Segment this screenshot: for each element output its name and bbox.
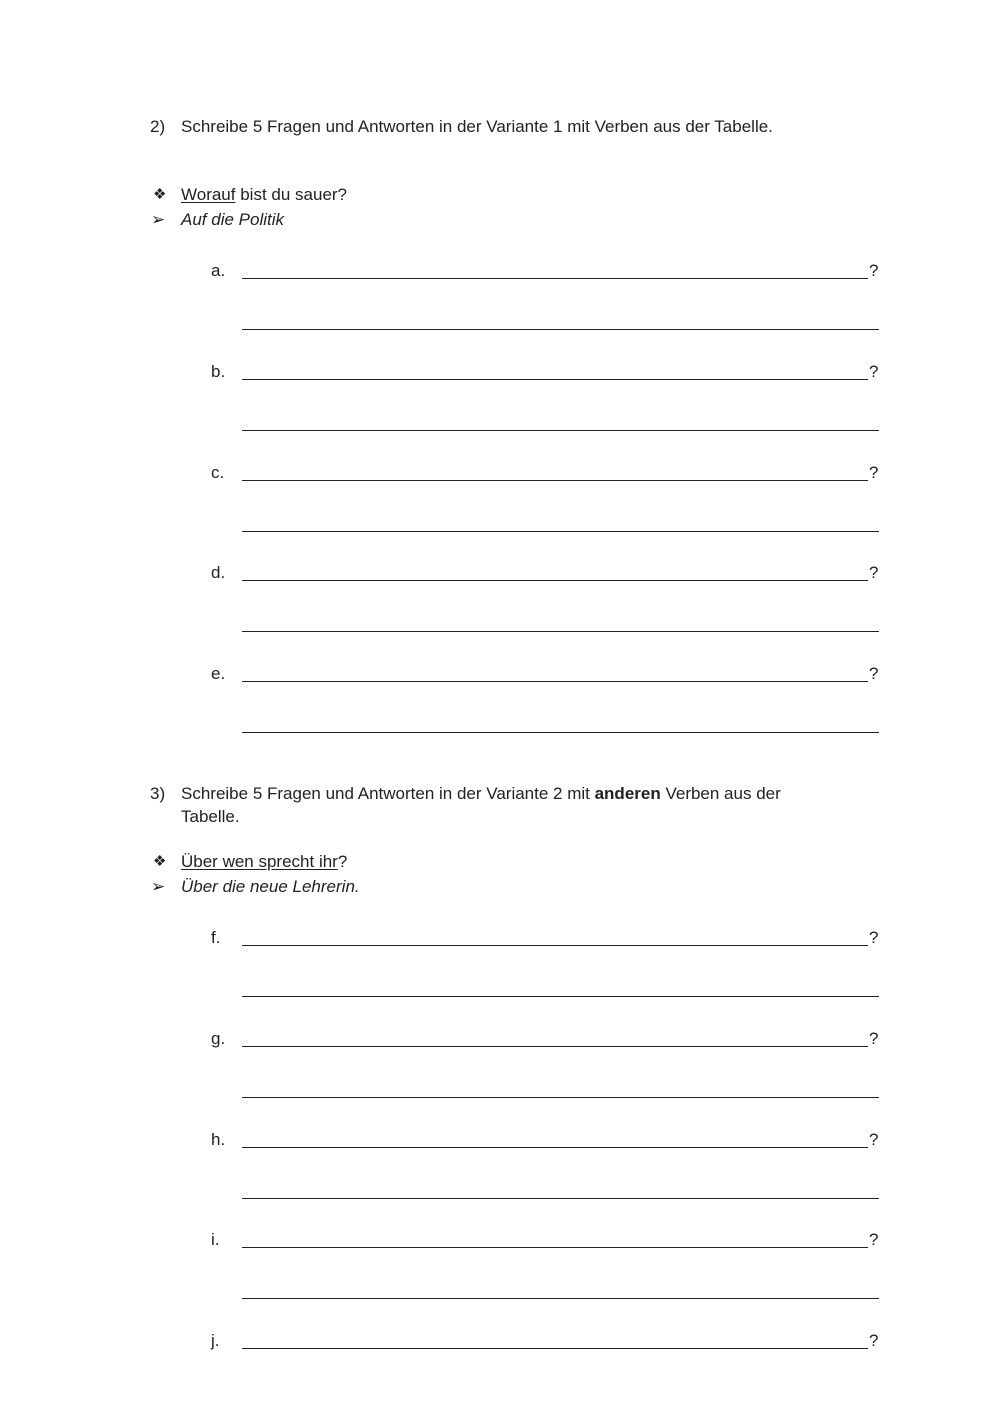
question-mark: ?	[869, 664, 879, 683]
question-mark: ?	[869, 563, 879, 582]
question-write-line[interactable]	[242, 580, 868, 581]
item-letter: b.	[211, 362, 226, 381]
answer-write-line[interactable]	[242, 732, 879, 733]
arrow-bullet-icon: ➢	[151, 877, 166, 896]
exercise-item-i	[0, 1230, 1000, 1340]
task3-example-question-rest: ?	[337, 852, 348, 871]
task3-example-question-words: Über wen sprecht ihr	[181, 852, 338, 871]
item-letter: j.	[211, 1331, 220, 1350]
item-letter: g.	[211, 1029, 226, 1048]
question-write-line[interactable]	[242, 1147, 868, 1148]
answer-write-line[interactable]	[242, 631, 879, 632]
question-write-line[interactable]	[242, 480, 868, 481]
diamond-bullet-icon: ❖	[153, 853, 167, 870]
diamond-bullet-icon: ❖	[153, 186, 167, 203]
task2-number: 2)	[150, 117, 166, 136]
question-mark: ?	[869, 928, 879, 947]
exercise-item-f	[0, 928, 1000, 1038]
task3-example-question	[181, 852, 347, 872]
answer-write-line[interactable]	[242, 1198, 879, 1199]
task3-instruction	[181, 784, 781, 804]
exercise-item-h	[0, 1130, 1000, 1240]
question-write-line[interactable]	[242, 1046, 868, 1047]
question-write-line[interactable]	[242, 681, 868, 682]
task3-instruction-start: Schreibe 5 Fragen und Antworten in der Variante 2 mit	[181, 784, 595, 803]
question-mark: ?	[869, 1130, 879, 1149]
task2-example-question-word: Worauf	[181, 185, 236, 204]
question-write-line[interactable]	[242, 1348, 868, 1349]
task3-instruction-bold: anderen	[594, 784, 661, 803]
task2-example-question	[181, 185, 347, 205]
task2-instruction: Schreibe 5 Fragen und Antworten in der Variante 1 mit Verben aus der Tabelle.	[181, 117, 773, 136]
task3-instruction-line2: Tabelle.	[181, 807, 240, 826]
answer-write-line[interactable]	[242, 430, 879, 431]
task2-example-answer: Auf die Politik	[181, 210, 284, 229]
item-letter: h.	[211, 1130, 226, 1149]
item-letter: i.	[211, 1230, 220, 1249]
question-write-line[interactable]	[242, 379, 868, 380]
task3-instruction-end: Verben aus der	[660, 784, 781, 803]
task2-example-question-rest: bist du sauer?	[235, 185, 348, 204]
question-write-line[interactable]	[242, 1247, 868, 1248]
question-mark: ?	[869, 261, 879, 280]
exercise-item-j	[0, 1331, 1000, 1371]
item-letter: a.	[211, 261, 226, 280]
answer-write-line[interactable]	[242, 996, 879, 997]
item-letter: e.	[211, 664, 226, 683]
question-mark: ?	[869, 1230, 879, 1249]
item-letter: d.	[211, 563, 226, 582]
exercise-item-a	[0, 261, 1000, 371]
answer-write-line[interactable]	[242, 1097, 879, 1098]
exercise-item-e	[0, 664, 1000, 774]
exercise-item-g	[0, 1029, 1000, 1139]
answer-write-line[interactable]	[242, 1298, 879, 1299]
task3-example-answer: Über die neue Lehrerin.	[181, 877, 360, 896]
question-mark: ?	[869, 1029, 879, 1048]
answer-write-line[interactable]	[242, 531, 879, 532]
question-write-line[interactable]	[242, 278, 868, 279]
exercise-item-d	[0, 563, 1000, 673]
question-mark: ?	[869, 463, 879, 482]
question-mark: ?	[869, 362, 879, 381]
exercise-item-b	[0, 362, 1000, 472]
arrow-bullet-icon: ➢	[151, 210, 166, 229]
question-mark: ?	[869, 1331, 879, 1350]
question-write-line[interactable]	[242, 945, 868, 946]
item-letter: c.	[211, 463, 225, 482]
answer-write-line[interactable]	[242, 329, 879, 330]
item-letter: f.	[211, 928, 221, 947]
task3-number: 3)	[150, 784, 166, 803]
exercise-item-c	[0, 463, 1000, 573]
